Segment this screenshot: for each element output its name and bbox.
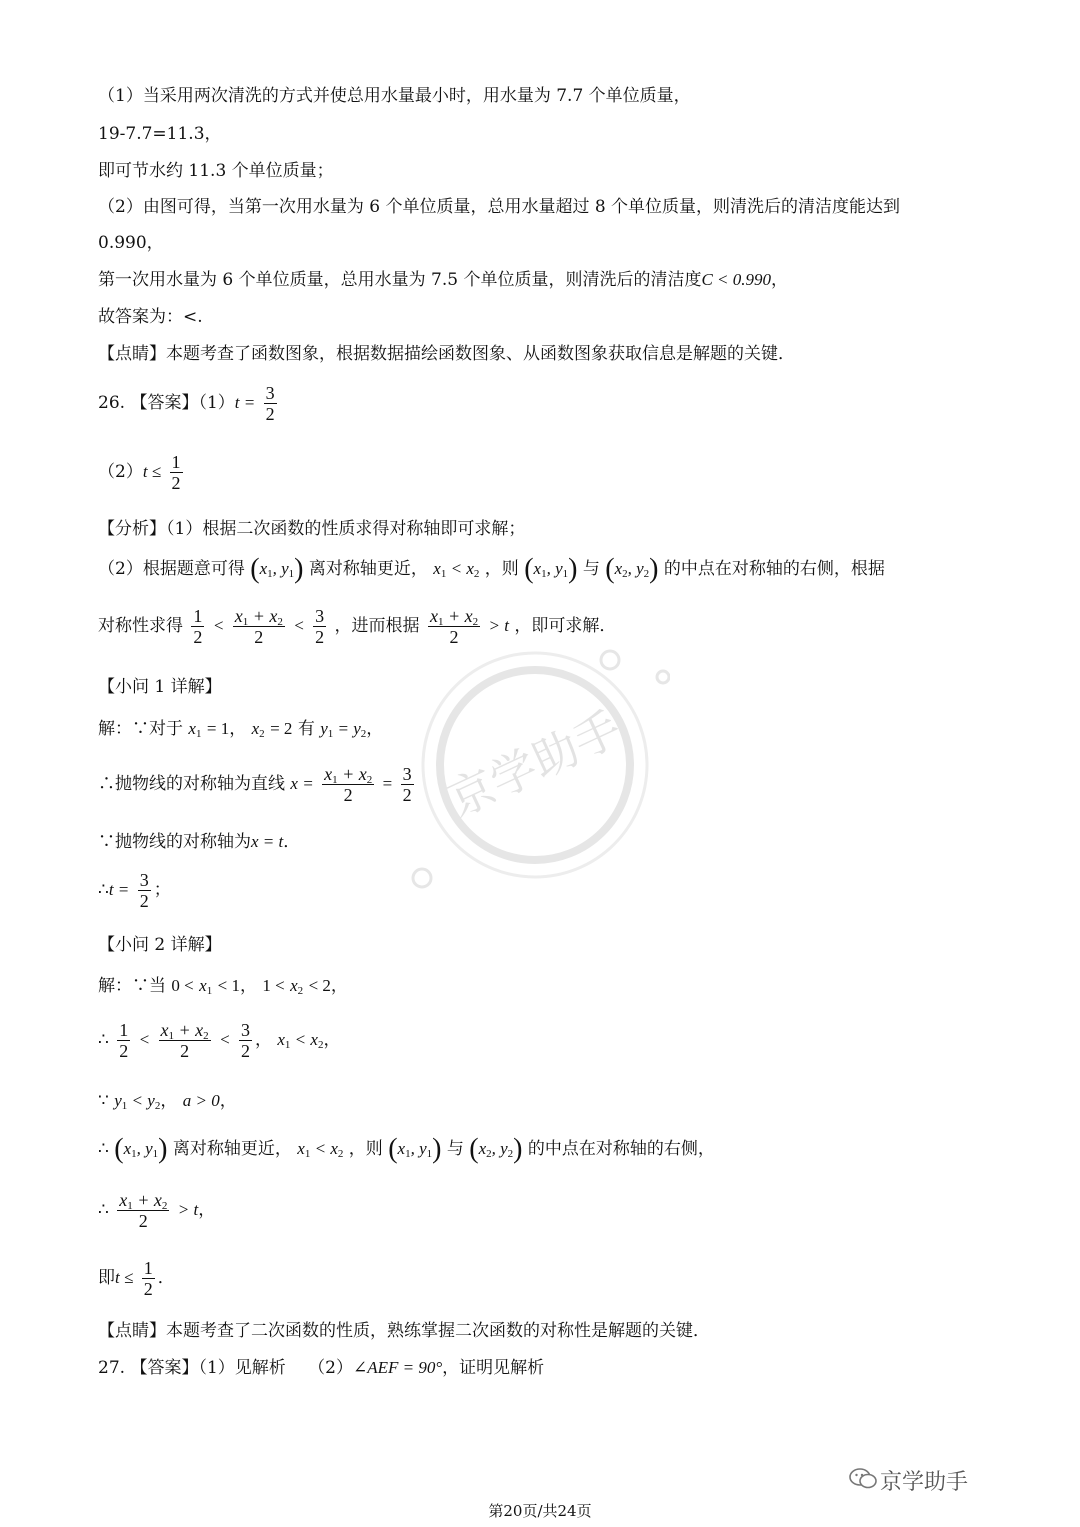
analysis-line: 对称性求得 $\frac{1}{2}$ < $\frac{x_1 + x_2}{2}$ < $\frac{3}{2}$ ，进而根据 $\frac{x_1 + x_2}{2}$ > t ，即可求解． [98,606,617,647]
solution-line: 即t ≤ $\frac{1}{2}$ ． [98,1258,175,1299]
solution-line: 解：∵当 $0 < x_1 < 1$， $1 < x_2 < 2$， [98,976,348,997]
solution-line: ∴ $\frac{x_1 + x_2}{2}$ > t， [98,1190,216,1231]
text-line: 第一次用水量为 6 个单位质量，总用水量为 7.5 个单位质量，则清洗后的清洁度C < 0.990， [98,270,789,290]
answer-27: 27. 【答案】（1）见解析 （2）∠AEF = 90°，证明见解析 [98,1358,545,1378]
answer-26-part2: （2）t ≤ $\frac{1}{2}$ [98,452,181,493]
watermark-text: 京学助手 [439,700,630,828]
solution-line: ∴t = $\frac{3}{2}$ ； [98,870,171,911]
text-line: 【点睛】本题考查了函数图象，根据数据描绘函数图象、从函数图象获取信息是解题的关键． [98,344,795,364]
wechat-icon [848,1466,878,1492]
solution-line: ∴ ($x_1$, $y_1$) 离对称轴更近， $x_1 < x_2$ ，则 ($x_1$, $y_1$) 与 ($x_2$, $y_2$) 的中点在对称轴的右侧， [98,1133,715,1165]
solution-line: 解：∵对于 $x_1 = 1$， $x_2 = 2$ 有 $y_1 = y_2$， [98,719,384,740]
solution-line: ∴ $\frac{1}{2}$ < $\frac{x_1 + x_2}{2}$ < $\frac{3}{2}$ ， $x_1 < x_2$， [98,1020,341,1061]
text-line: 19-7.7=11.3， [98,124,222,144]
text-line: 即可节水约 11.3 个单位质量； [98,161,334,181]
brand-watermark: 京学助手 [880,1470,969,1495]
section-heading: 【小问 2 详解】 [98,935,222,955]
text-line: （2）由图可得，当第一次用水量为 6 个单位质量，总用水量超过 8 个单位质量，则清洗后的清洁度能达到 [98,197,901,217]
analysis-line: 【分析】（1）根据二次函数的性质求得对称轴即可求解； [98,519,526,539]
answer-26: 26. 【答案】（1）t = $\frac{3}{2}$ [98,383,275,424]
text-line: 0.990， [98,233,164,253]
page-footer: 第20页/共24页 [488,1502,592,1520]
section-heading: 【小问 1 详解】 [98,677,222,697]
analysis-line: （2）根据题意可得 ($x_1$, $y_1$) 离对称轴更近， $x_1 < x_2$ ，则 ($x_1$, $y_1$) 与 ($x_2$, $y_2$) 的中点在对称轴的右侧，根据 [98,553,885,585]
solution-line: ∴抛物线的对称轴为直线 x = $\frac{x_1 + x_2}{2}$ = $\frac{3}{2}$ [98,764,412,805]
solution-line: ∵ $y_1 < y_2$， a > 0， [98,1091,237,1112]
text-line: 【点睛】本题考查了二次函数的性质，熟练掌握二次函数的对称性是解题的关键． [98,1321,710,1341]
text-line: 故答案为：<. [98,307,203,327]
watermark-seal [410,640,670,890]
text-line: （1）当采用两次清洗的方式并使总用水量最小时，用水量为 7.7 个单位质量， [98,86,691,106]
solution-line: ∵抛物线的对称轴为x = t． [98,832,301,852]
